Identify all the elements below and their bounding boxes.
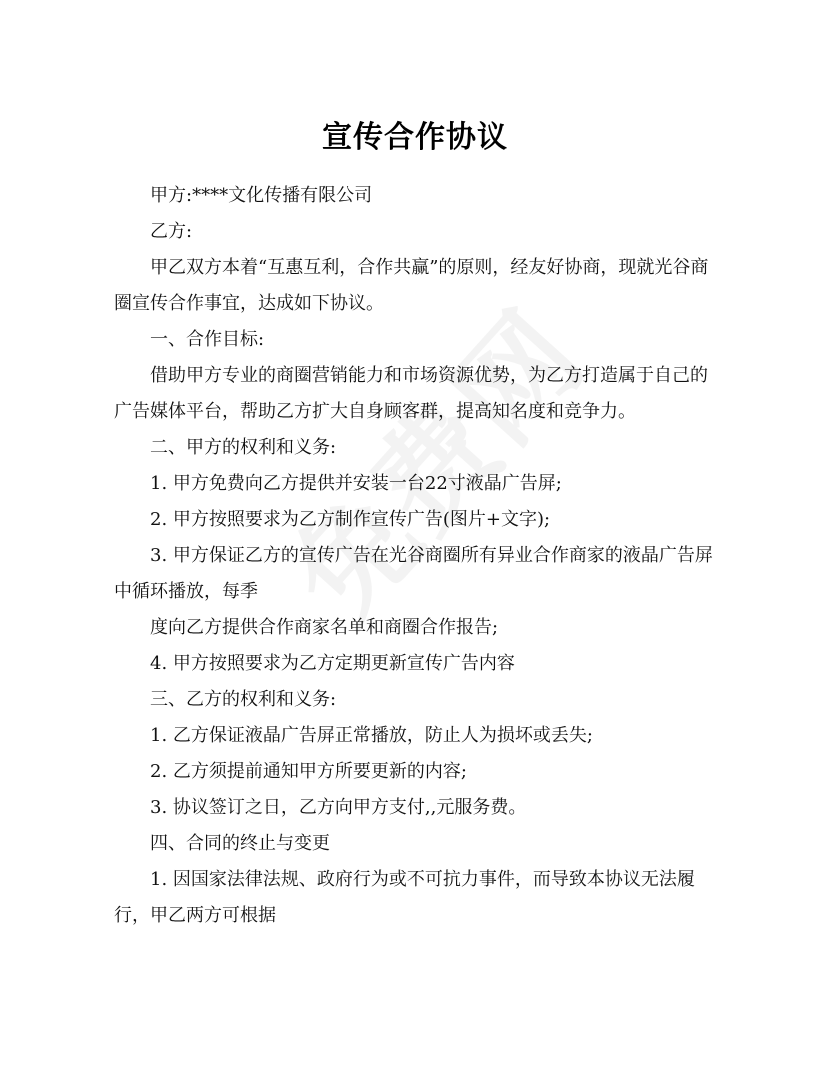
section-2-item-1: 1. 甲方免费向乙方提供并安装一台22寸液晶广告屏;: [150, 473, 562, 494]
section-4-item-1: 1. 因国家法律法规、政府行为或不可抗力事件，而导致本协议无法履行，甲乙两方可根据: [114, 869, 695, 926]
section-3-item-3: 3. 协议签订之日，乙方向甲方支付,,元服务费。: [150, 797, 527, 818]
intro-paragraph: 甲乙双方本着“互惠互利，合作共赢”的原则，经友好协商，现就光谷商圈宣传合作事宜，达成如下协议。: [114, 257, 709, 314]
section-4-heading: 四、合同的终止与变更: [150, 833, 330, 854]
section-2-item-3a: 3. 甲方保证乙方的宣传广告在光谷商圈所有异业合作商家的液晶广告屏中循环播放，每季: [114, 545, 713, 602]
section-2-heading: 二、甲方的权利和义务:: [150, 437, 337, 458]
party-a-line: 甲方:****文化传播有限公司: [150, 185, 373, 206]
section-2-item-3b: 度向乙方提供合作商家名单和商圈合作报告;: [150, 617, 499, 638]
section-2-item-4: 4. 甲方按照要求为乙方定期更新宣传广告内容: [150, 653, 515, 674]
section-1-body: 借助甲方专业的商圈营销能力和市场资源优势，为乙方打造属于自己的广告媒体平台，帮助乙方扩大自身顾客群，提高知名度和竞争力。: [114, 365, 708, 422]
section-3-item-2: 2. 乙方须提前通知甲方所要更新的内容;: [150, 761, 467, 782]
section-3-item-1: 1. 乙方保证液晶广告屏正常播放，防止人为损坏或丢失;: [150, 725, 593, 746]
document-body: [114, 178, 724, 934]
section-2-item-2: 2. 甲方按照要求为乙方制作宣传广告(图片+文字);: [150, 509, 551, 530]
section-1-heading: 一、合作目标:: [150, 329, 265, 350]
party-b-line: 乙方:: [150, 221, 193, 242]
document-title: 宣传合作协议: [322, 120, 508, 155]
section-3-heading: 三、乙方的权利和义务:: [150, 689, 337, 710]
